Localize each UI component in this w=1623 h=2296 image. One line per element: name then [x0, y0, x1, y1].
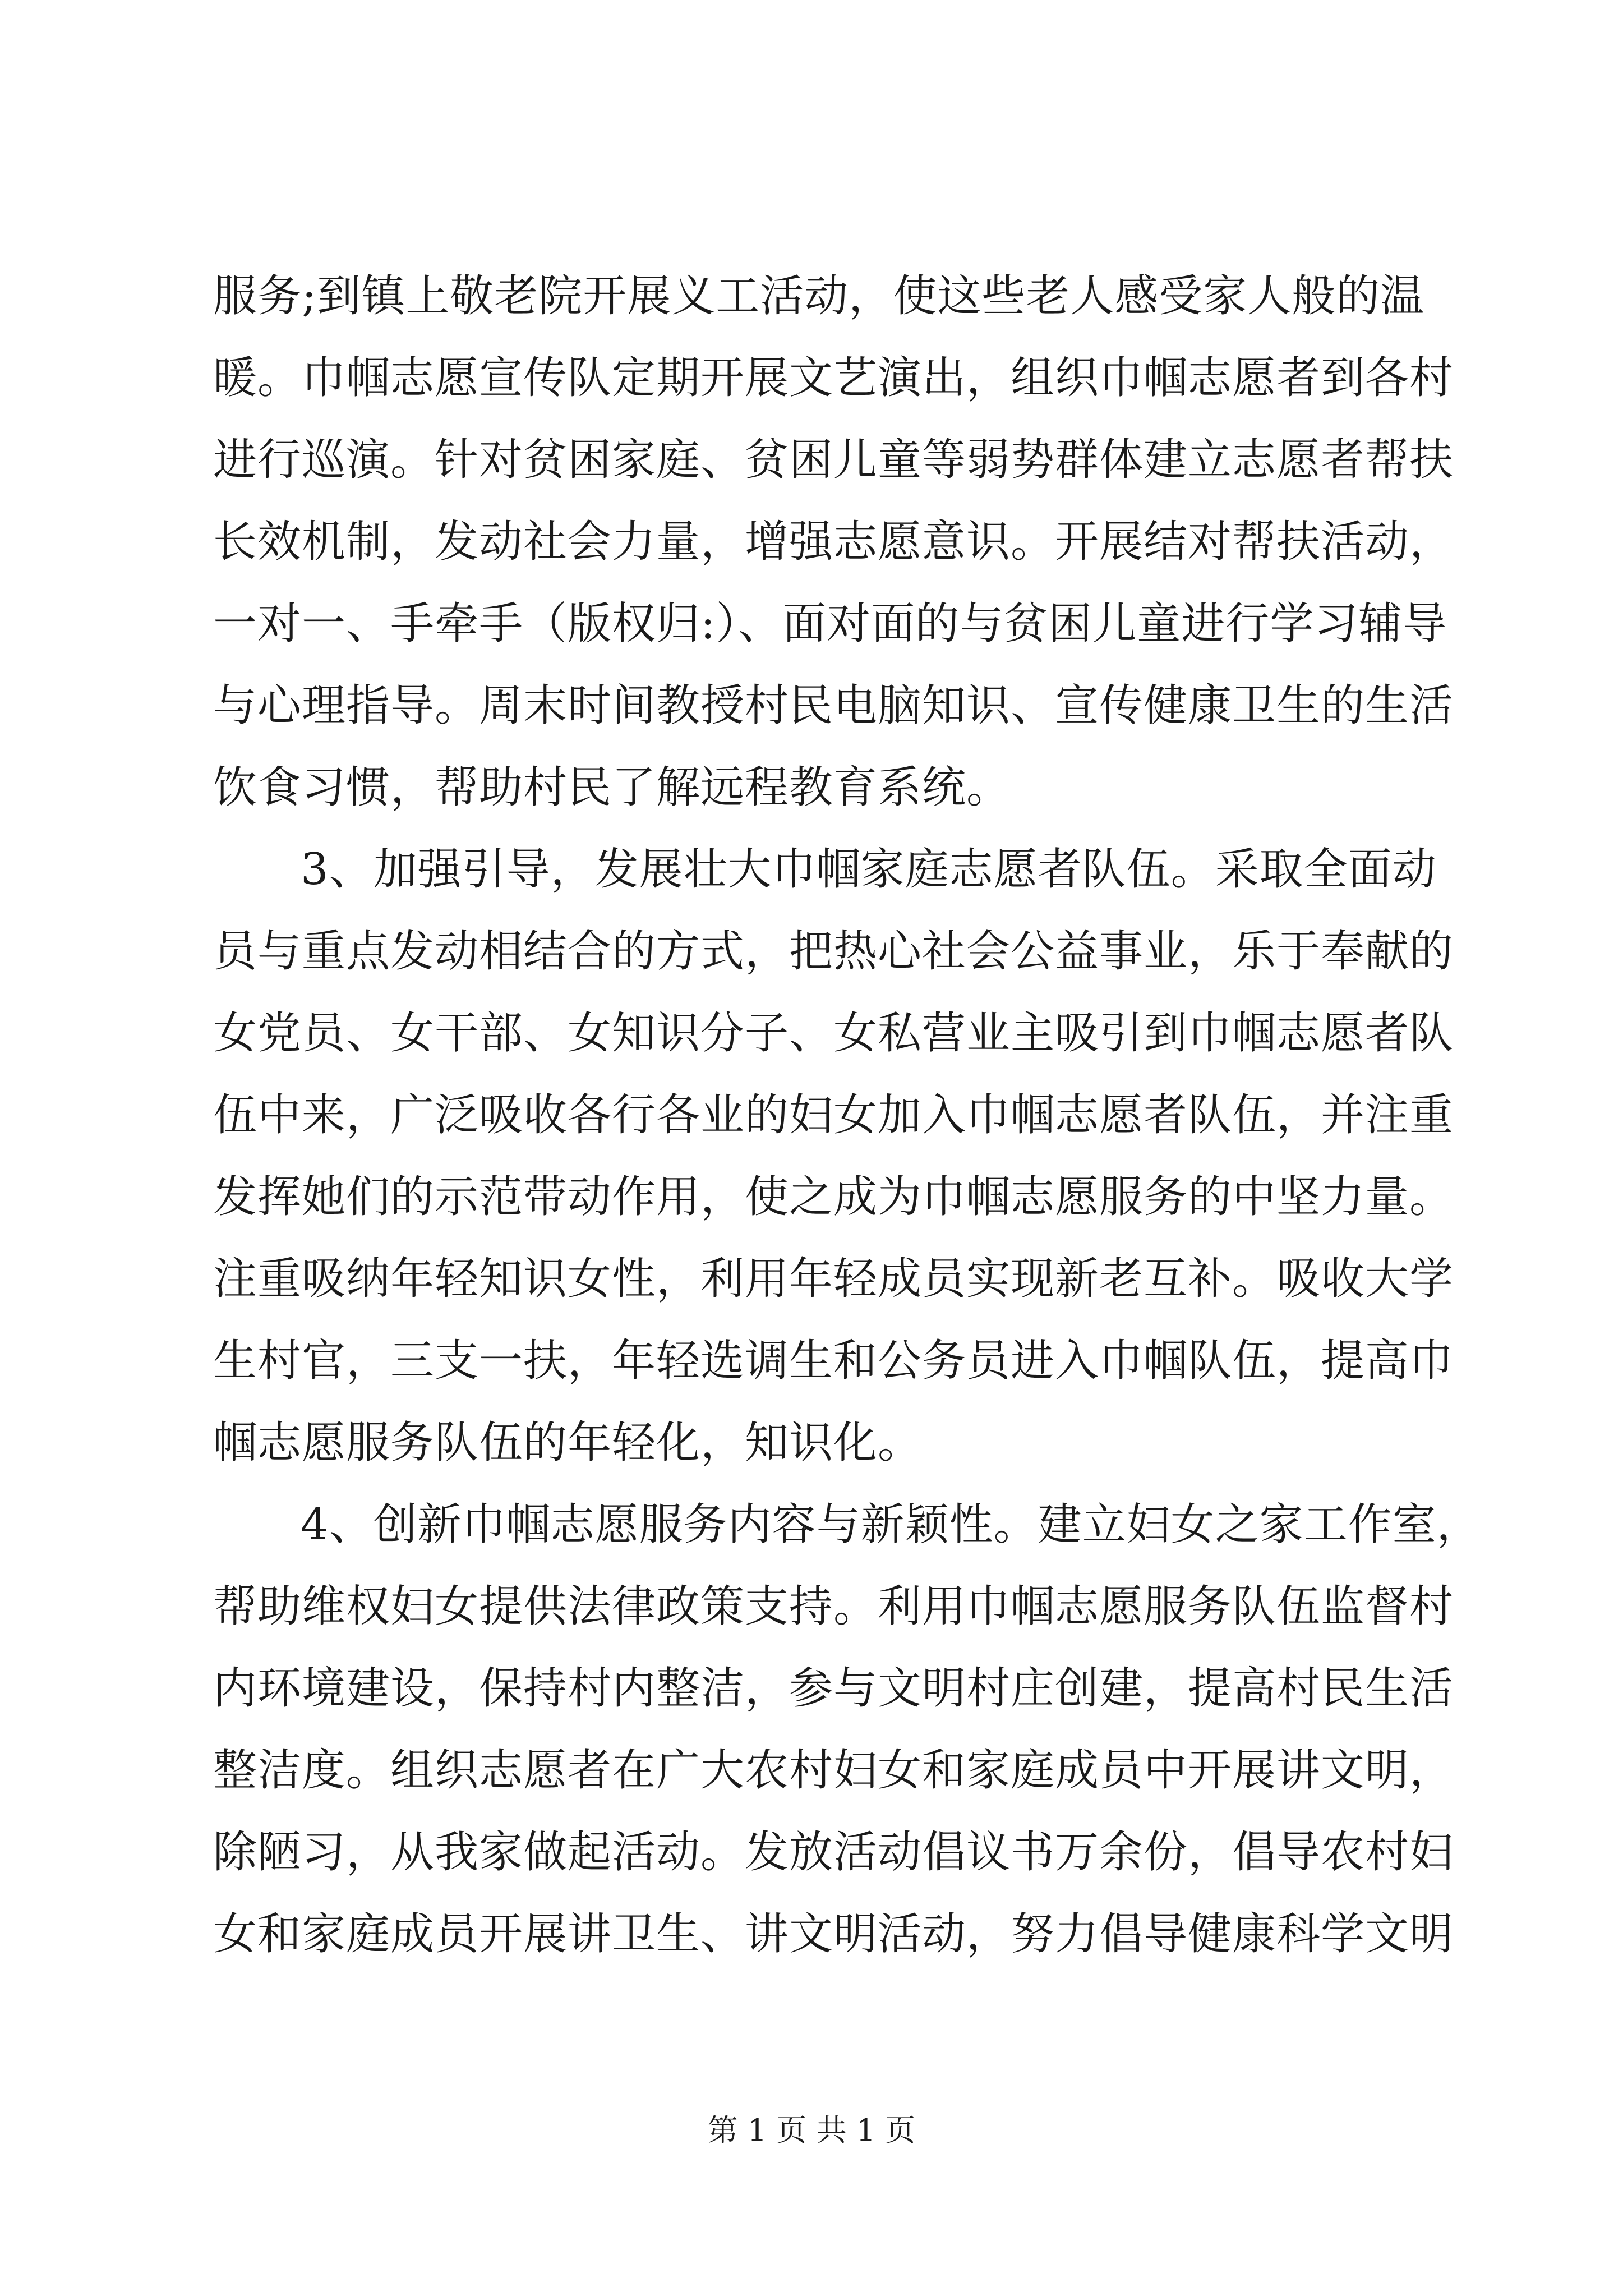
text-line: 女和家庭成员开展讲卫生、讲文明活动，努力倡导健康科学文明	[213, 1909, 1454, 1959]
text-line: 帼志愿服务队伍的年轻化，知识化。	[213, 1418, 923, 1468]
text-line: 除陋习，从我家做起活动。发放活动倡议书万余份，倡导农村妇	[213, 1827, 1454, 1878]
text-line: 帮助维权妇女提供法律政策支持。利用巾帼志愿服务队伍监督村	[213, 1581, 1454, 1632]
text-line: 饮食习惯，帮助村民了解远程教育系统。	[213, 762, 1011, 813]
text-line: 注重吸纳年轻知识女性，利用年轻成员实现新老互补。吸收大学	[213, 1254, 1454, 1304]
paragraph-start-line: 4、创新巾帼志愿服务内容与新颖性。建立妇女之家工作室，	[301, 1499, 1481, 1550]
text-line: 暖。巾帼志愿宣传队定期开展文艺演出，组织巾帼志愿者到各村	[213, 353, 1454, 403]
text-line: 服务;到镇上敬老院开展义工活动，使这些老人感受家人般的温	[213, 271, 1425, 321]
text-line: 长效机制，发动社会力量，增强志愿意识。开展结对帮扶活动，	[213, 517, 1454, 567]
page-footer: 第 1 页 共 1 页	[707, 2113, 916, 2148]
text-line: 伍中来，广泛吸收各行各业的妇女加入巾帼志愿者队伍，并注重	[213, 1090, 1454, 1140]
text-line: 员与重点发动相结合的方式，把热心社会公益事业，乐于奉献的	[213, 926, 1454, 977]
text-line: 进行巡演。针对贫困家庭、贫困儿童等弱势群体建立志愿者帮扶	[213, 435, 1454, 485]
text-line: 女党员、女干部、女知识分子、女私营业主吸引到巾帼志愿者队	[213, 1008, 1454, 1059]
body-text	[213, 255, 1481, 1975]
paragraph-start-line: 3、加强引导，发展壮大巾帼家庭志愿者队伍。采取全面动	[301, 844, 1437, 895]
text-line: 与心理指导。周末时间教授村民电脑知识、宣传健康卫生的生活	[213, 680, 1454, 731]
text-line: 一对一、手牵手（版权归:）、面对面的与贫困儿童进行学习辅导	[213, 599, 1447, 649]
text-line: 发挥她们的示范带动作用，使之成为巾帼志愿服务的中坚力量。	[213, 1172, 1454, 1222]
text-line: 生村官，三支一扶，年轻选调生和公务员进入巾帼队伍，提高巾	[213, 1336, 1454, 1386]
text-line: 内环境建设，保持村内整洁，参与文明村庄创建，提高村民生活	[213, 1663, 1454, 1714]
text-line: 整洁度。组织志愿者在广大农村妇女和家庭成员中开展讲文明，	[213, 1745, 1454, 1796]
